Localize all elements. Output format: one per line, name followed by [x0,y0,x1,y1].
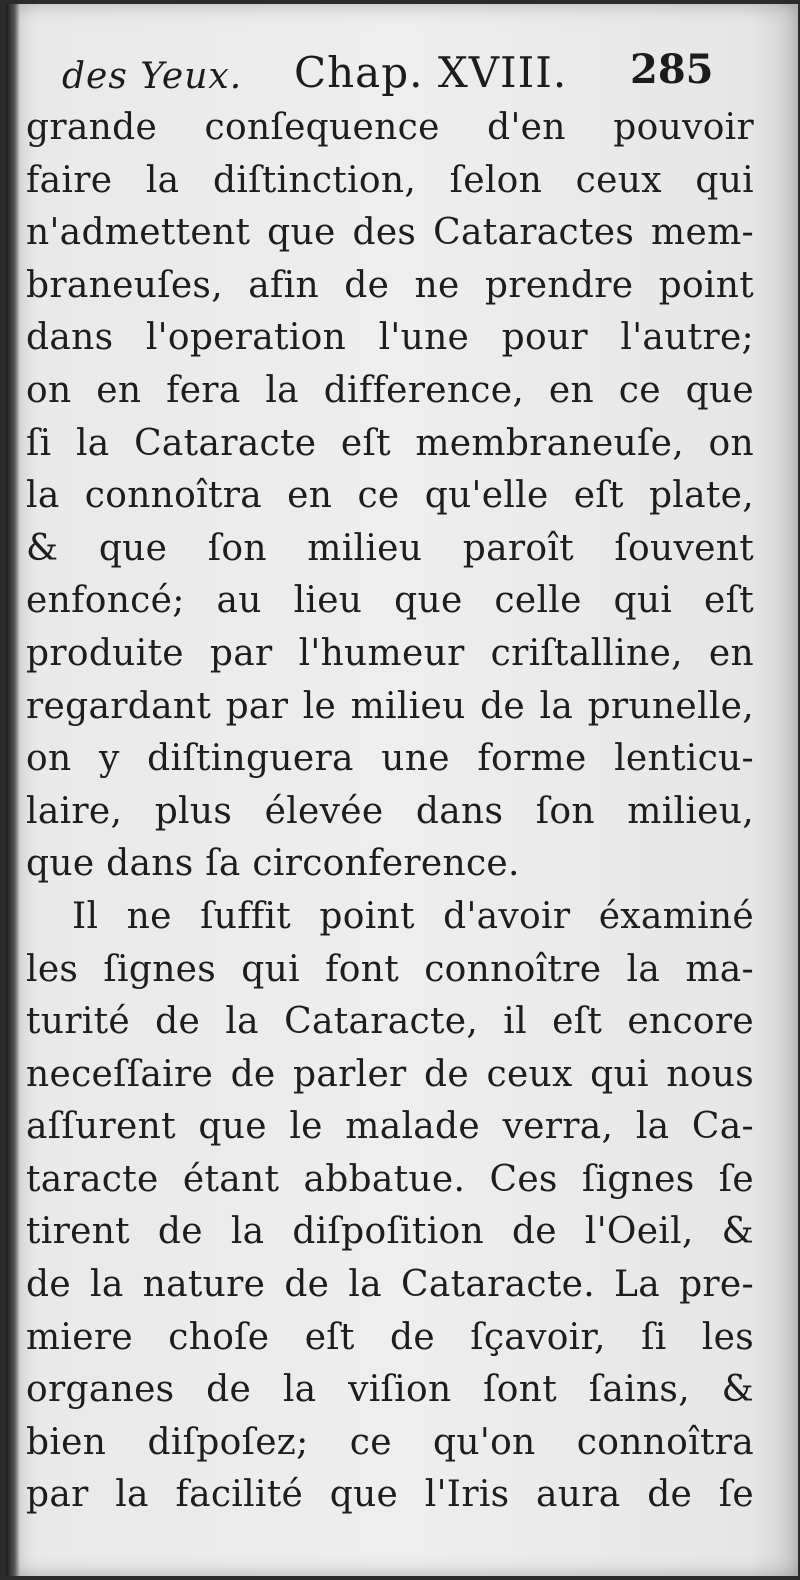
text-line: miere choſe eſt de ſçavoir, ſi les [26,1316,754,1358]
text-line: de la nature de la Cataracte. La pre- [26,1264,754,1306]
text-line: enfoncé; au lieu que celle qui eſt [26,580,754,622]
text-line: grande conſequence d'en pouvoir [26,107,754,148]
text-line: turité de la Cataracte, il eſt encore [26,1001,754,1043]
text-line: ſi la Cataracte eſt membraneuſe, on [26,422,754,464]
text-line: par la facilité que l'Iris aura de ſe [26,1474,754,1516]
text-line: faire la diſtinction, ſelon ceux qui [26,159,754,201]
book-page [6,4,798,1576]
text-line: neceſſaire de parler de ceux qui nous [26,1053,754,1095]
text-line: on en fera la difference, en ce que [26,369,754,411]
text-line: braneuſes, afin de ne prendre point [26,264,754,306]
text-line: laire, plus élevée dans ſon milieu, [26,790,754,832]
text-line: on y diſtinguera une forme lenticu- [26,738,754,780]
page-number: 285 [630,46,714,93]
text-line: Il ne ſuffit point d'avoir éxaminé [72,895,754,937]
text-line: & que ſon milieu paroît ſouvent [26,527,754,569]
text-line: bien diſpoſez; ce qu'on connoîtra [26,1421,754,1463]
page-header [62,42,762,106]
text-line: produite par l'humeur criſtalline, en [26,632,754,674]
chapter-heading: Chap. XVIII. [294,48,568,97]
text-line: taracte étant abbatue. Ces ſignes ſe [26,1158,754,1200]
text-line: n'admettent que des Cataractes mem- [26,212,754,254]
page-binding-shadow [6,4,20,1576]
text-line: les ſignes qui font connoître la ma- [26,948,754,990]
text-line: organes de la viſion ſont ſains, & [26,1369,754,1411]
text-line: regardant par le milieu de la prunelle, [26,685,754,727]
text-line: aſſurent que le malade verra, la Ca- [26,1106,754,1148]
text-line: tirent de la diſpoſition de l'Oeil, & [26,1211,754,1253]
text-line: dans l'operation l'une pour l'autre; [26,317,754,359]
text-line: la connoîtra en ce qu'elle eſt plate, [26,475,754,517]
running-head: des Yeux. [62,56,243,97]
text-line: que dans ſa circonference. [26,843,520,885]
body-text [26,102,754,1522]
